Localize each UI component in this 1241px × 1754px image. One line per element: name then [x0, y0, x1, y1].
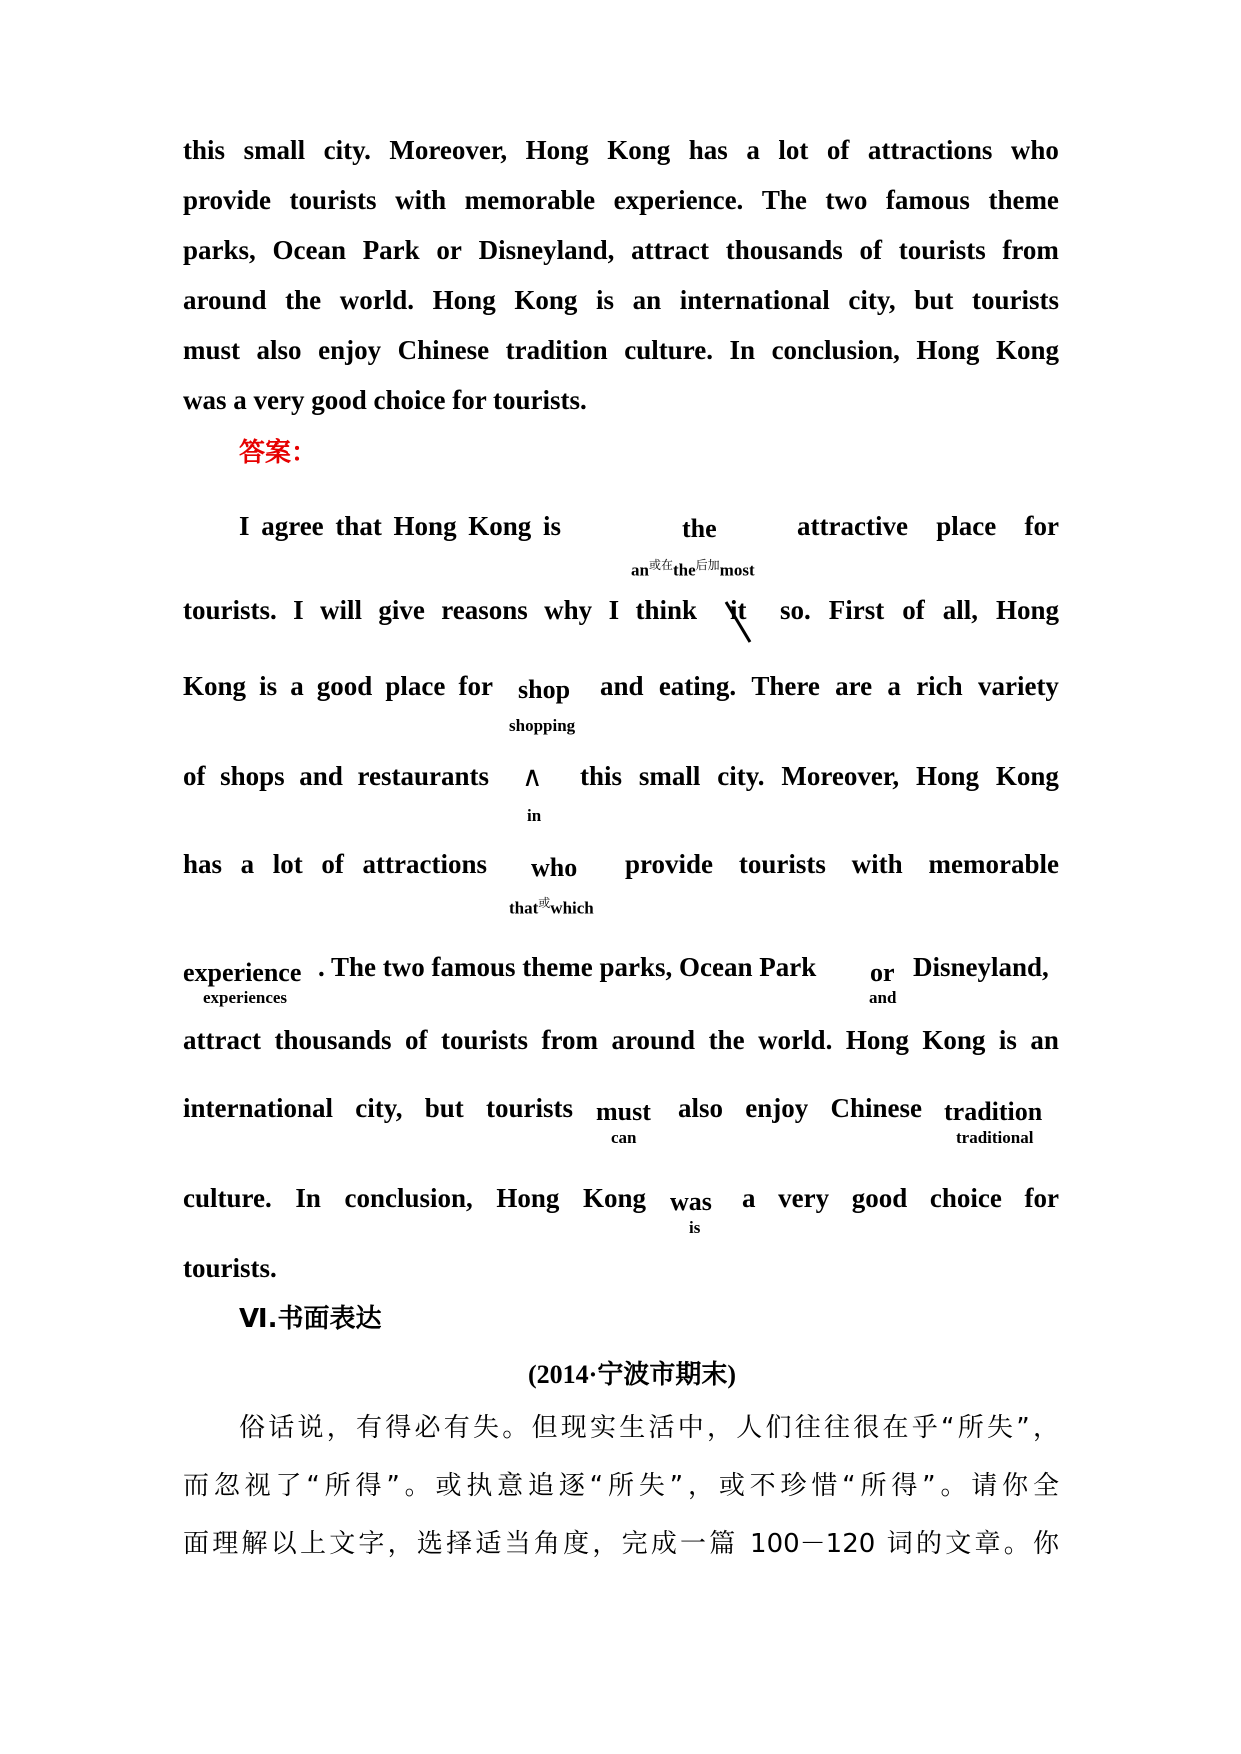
- answer-label: 答案：: [239, 438, 318, 468]
- word: Moreover,: [389, 135, 508, 165]
- error-word-tradition: tradition: [944, 1097, 1043, 1126]
- answer-row-10: tourists.: [183, 1253, 277, 1283]
- word: tourists: [971, 285, 1059, 315]
- word: why: [544, 595, 593, 625]
- correction-that-or-which: [509, 894, 594, 919]
- word: this: [183, 135, 226, 165]
- insert-caret-icon: ∧: [522, 760, 543, 793]
- word: eating.: [658, 671, 737, 701]
- word: Kong: [468, 511, 532, 541]
- word: enjoy: [745, 1093, 809, 1123]
- correction-note: 后加: [695, 558, 720, 572]
- word: First: [828, 595, 885, 625]
- error-word-was: was: [670, 1187, 712, 1216]
- word: for: [458, 671, 493, 701]
- word: Hong: [995, 595, 1059, 625]
- word: city,: [355, 1093, 403, 1123]
- correction-text: the: [672, 560, 696, 580]
- word: think: [635, 595, 697, 625]
- word: provide: [183, 185, 272, 215]
- word: that: [335, 511, 382, 541]
- word: lot: [778, 135, 809, 165]
- word: an: [1030, 1025, 1059, 1055]
- answer-row-5-right: [625, 848, 1059, 880]
- correction-an-or-the-most: [631, 556, 755, 581]
- deleted-word-it: it: [730, 595, 747, 625]
- word: this: [580, 761, 623, 791]
- word: conclusion,: [771, 335, 900, 365]
- word: attractions: [867, 135, 993, 165]
- answer-row-2-right: [780, 594, 1059, 626]
- word: the: [708, 1025, 745, 1055]
- answer-row-7: [183, 1024, 1059, 1056]
- answer-row-6-right: Disneyland,: [913, 952, 1049, 982]
- word: and: [600, 671, 644, 701]
- word: restaurants: [357, 761, 489, 791]
- word: Kong: [995, 335, 1059, 365]
- word: world.: [339, 285, 415, 315]
- word: tourists: [486, 1093, 573, 1123]
- error-word-who: who: [531, 853, 578, 882]
- correction-note: 或在: [648, 558, 673, 572]
- word: international: [183, 1093, 334, 1123]
- word: give: [378, 595, 425, 625]
- word: from: [1002, 235, 1059, 265]
- answer-row-9-right: [742, 1182, 1059, 1214]
- paragraph-line-3: [183, 234, 1059, 266]
- error-word-experience: experience: [183, 958, 302, 987]
- correction-text: that: [509, 898, 539, 918]
- word: with: [395, 185, 447, 215]
- answer-row-8-middle: [678, 1092, 922, 1124]
- word: but: [914, 285, 954, 315]
- word: who: [1010, 135, 1059, 165]
- correction-note: 或: [538, 896, 551, 910]
- word: is: [595, 285, 614, 315]
- prompt-line-1: 俗话说，有得必有失。但现实生活中，人们往往很在乎“所失”，: [239, 1413, 1059, 1443]
- prompt-line-3: 面理解以上文字，选择适当角度，完成一篇 100－120 词的文章。你: [183, 1529, 1059, 1559]
- word: world.: [758, 1025, 833, 1055]
- word: provide: [625, 849, 714, 879]
- correction-experiences: experiences: [203, 988, 288, 1007]
- word: variety: [977, 671, 1059, 701]
- word: with: [851, 849, 903, 879]
- answer-row-8-left: [183, 1092, 573, 1124]
- word: has: [183, 849, 223, 879]
- word: I: [608, 595, 620, 625]
- error-word-shop: shop: [518, 675, 571, 704]
- word: Kong: [995, 761, 1059, 791]
- word: Disneyland,: [478, 235, 615, 265]
- word: Hong: [845, 1025, 909, 1055]
- answer-row-2-left: [183, 594, 697, 626]
- word: also: [678, 1093, 724, 1123]
- word: Hong: [393, 511, 457, 541]
- word: two: [825, 185, 868, 215]
- word: place: [385, 671, 446, 701]
- answer-row-1-right: [797, 510, 1059, 542]
- word: Hong: [916, 335, 980, 365]
- word: There: [751, 671, 820, 701]
- word: thousands: [274, 1025, 392, 1055]
- word: The: [761, 185, 807, 215]
- word: Park: [362, 235, 420, 265]
- word: has: [688, 135, 728, 165]
- word: good: [316, 671, 373, 701]
- word: attractive: [797, 511, 908, 541]
- correction-shopping: shopping: [509, 716, 576, 735]
- word: of: [826, 135, 850, 165]
- paragraph-line-1: [183, 134, 1059, 166]
- word: agree: [261, 511, 324, 541]
- word: an: [632, 285, 662, 315]
- word: memorable: [928, 849, 1059, 879]
- word: choice: [929, 1183, 1002, 1213]
- prompt-line-2: 而忽视了“所得”。或执意追逐“所失”，或不珍惜“所得”。请你全: [183, 1471, 1059, 1501]
- word: Kong: [922, 1025, 986, 1055]
- answer-row-6-middle: . The two famous theme parks, Ocean Park: [318, 952, 817, 982]
- word: Kong: [582, 1183, 646, 1213]
- word: reasons: [441, 595, 528, 625]
- word: good: [851, 1183, 908, 1213]
- word: enjoy: [318, 335, 382, 365]
- word: tourists.: [183, 595, 277, 625]
- answer-row-1-left: [239, 510, 561, 542]
- word: for: [1024, 511, 1059, 541]
- word: very: [778, 1183, 830, 1213]
- word: I: [239, 511, 250, 541]
- word: of: [902, 595, 925, 625]
- word: or: [436, 235, 462, 265]
- correction-in: in: [527, 806, 542, 825]
- correction-text: most: [719, 560, 755, 580]
- word: the: [285, 285, 322, 315]
- word: thousands: [725, 235, 843, 265]
- answer-row-4-right: [580, 760, 1059, 792]
- word: culture.: [183, 1183, 272, 1213]
- word: tourists: [441, 1025, 529, 1055]
- word: place: [936, 511, 997, 541]
- word: attract: [183, 1025, 261, 1055]
- word: lot: [272, 849, 303, 879]
- word: must: [183, 335, 241, 365]
- word: is: [542, 511, 561, 541]
- word: international: [679, 285, 830, 315]
- word: conclusion,: [344, 1183, 473, 1213]
- word: a: [887, 671, 901, 701]
- word: a: [290, 671, 304, 701]
- word: tourists: [898, 235, 986, 265]
- word: for: [1024, 1183, 1059, 1213]
- answer-row-9-left: [183, 1182, 646, 1214]
- word: also: [256, 335, 302, 365]
- answer-row-3-left: [183, 670, 493, 702]
- word: will: [320, 595, 363, 625]
- word: culture.: [624, 335, 713, 365]
- word: experience.: [613, 185, 744, 215]
- word: Hong: [496, 1183, 560, 1213]
- word: Hong: [916, 761, 980, 791]
- word: Hong: [525, 135, 589, 165]
- word: of: [183, 761, 206, 791]
- word: all,: [942, 595, 978, 625]
- answer-row-3-right: [600, 670, 1059, 702]
- paragraph-line-2: [183, 184, 1059, 216]
- word: is: [259, 671, 278, 701]
- error-word-must: must: [596, 1097, 651, 1126]
- word: attract: [631, 235, 710, 265]
- word: are: [835, 671, 873, 701]
- word: a: [742, 1183, 756, 1213]
- word: around: [611, 1025, 696, 1055]
- source-note: (2014·宁波市期末): [528, 1360, 736, 1389]
- word: famous: [885, 185, 970, 215]
- word: Kong: [607, 135, 671, 165]
- correction-traditional: traditional: [956, 1128, 1034, 1147]
- word: In: [729, 335, 756, 365]
- word: and: [299, 761, 343, 791]
- word: theme: [988, 185, 1059, 215]
- word: Chinese: [397, 335, 490, 365]
- word: tradition: [505, 335, 608, 365]
- word: I: [293, 595, 304, 625]
- word: Hong: [432, 285, 496, 315]
- word: of: [859, 235, 883, 265]
- answer-row-5-left: [183, 848, 487, 880]
- word: Kong: [514, 285, 578, 315]
- paragraph-line-5: [183, 334, 1059, 366]
- paragraph-line-6: was a very good choice for tourists.: [183, 385, 587, 415]
- word: Moreover,: [781, 761, 900, 791]
- delete-mark-icon: [720, 600, 754, 644]
- correction-can: can: [611, 1128, 637, 1147]
- word: of: [321, 849, 344, 879]
- word: small: [243, 135, 306, 165]
- word: but: [424, 1093, 464, 1123]
- word: tourists: [738, 849, 826, 879]
- answer-row-4-left: [183, 760, 489, 792]
- word: city.: [717, 761, 765, 791]
- correction-text: which: [550, 898, 594, 918]
- error-word-or: or: [870, 958, 895, 987]
- word: a: [746, 135, 760, 165]
- correction-text: an: [631, 560, 649, 580]
- word: so.: [780, 595, 811, 625]
- word: city.: [323, 135, 371, 165]
- word: shops: [220, 761, 285, 791]
- section-title: Ⅵ.书面表达: [239, 1304, 382, 1334]
- word: In: [295, 1183, 321, 1213]
- word: around: [183, 285, 267, 315]
- word: small: [638, 761, 701, 791]
- paragraph-line-4: [183, 284, 1059, 316]
- word: tourists: [289, 185, 377, 215]
- word: a: [240, 849, 255, 879]
- word: memorable: [464, 185, 596, 215]
- error-word-the: the: [682, 514, 717, 543]
- word: rich: [916, 671, 963, 701]
- word: is: [998, 1025, 1017, 1055]
- word: Kong: [183, 671, 247, 701]
- word: city,: [848, 285, 896, 315]
- word: Chinese: [830, 1093, 922, 1123]
- correction-is: is: [689, 1218, 701, 1237]
- word: attractions: [362, 849, 487, 879]
- word: from: [541, 1025, 599, 1055]
- word: of: [405, 1025, 428, 1055]
- word: parks,: [183, 235, 256, 265]
- word: Ocean: [272, 235, 346, 265]
- correction-and: and: [869, 988, 897, 1007]
